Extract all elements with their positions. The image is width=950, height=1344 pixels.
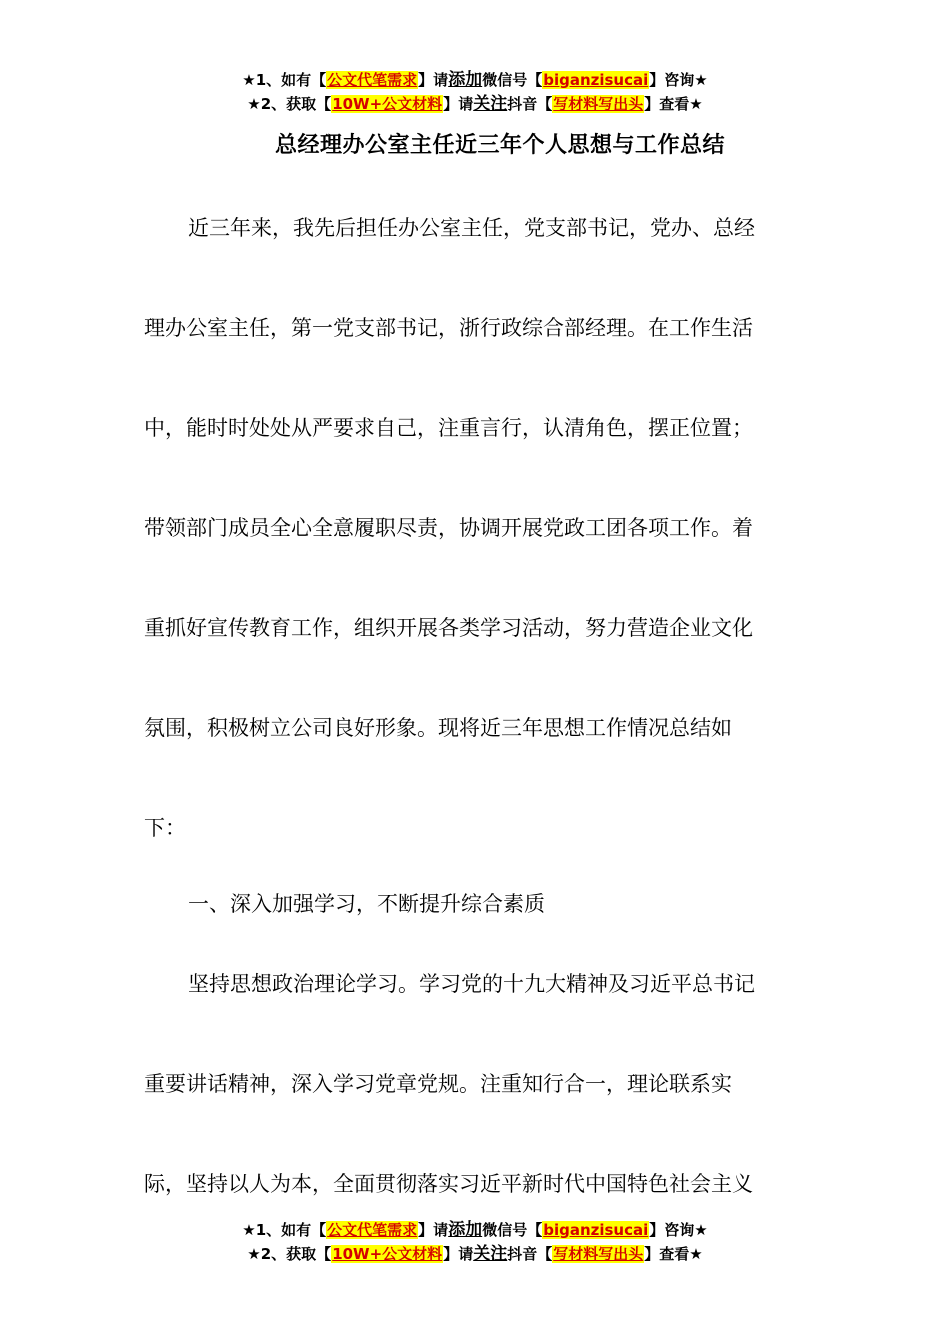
banner-text: 】请: [418, 71, 449, 89]
banner-emphasis: 添加: [448, 70, 483, 90]
banner-emphasis: 添加: [448, 1220, 483, 1240]
document-title: 总经理办公室主任近三年个人思想与工作总结: [274, 133, 725, 158]
banner-text: ★2、获取【: [247, 1245, 332, 1263]
banner-text: 】咨询★: [649, 1221, 708, 1239]
banner-line-1: [0, 1218, 950, 1242]
paragraph-line: 坚持思想政治理论学习。学习党的十九大精神及习近平总书记: [188, 972, 755, 996]
paragraph-line: 氛围，积极树立公司良好形象。现将近三年思想工作情况总结如: [144, 716, 732, 740]
banner-text: ★2、获取【: [247, 95, 332, 113]
banner-text: 】请: [443, 95, 474, 113]
paragraph-line: 近三年来，我先后担任办公室主任，党支部书记，党办、总经: [188, 216, 755, 240]
bottom-banner: [0, 1218, 950, 1266]
banner-text: 微信号【: [482, 71, 543, 89]
paragraph-line: 带领部门成员全心全意履职尽责，协调开展党政工团各项工作。着: [144, 516, 753, 540]
banner-text: ★1、如有【: [242, 1221, 327, 1239]
banner-text: ★1、如有【: [242, 71, 327, 89]
banner-text: 】请: [418, 1221, 449, 1239]
banner-line-2: [0, 1242, 950, 1266]
banner-highlight: 10W+公文材料: [332, 1245, 443, 1263]
banner-text: 】请: [443, 1245, 474, 1263]
section-heading: 一、深入加强学习，不断提升综合素质: [188, 892, 545, 916]
banner-emphasis: 关注: [473, 1244, 508, 1264]
paragraph-line: 下：: [144, 816, 186, 840]
banner-highlight: 公文代笔需求: [327, 1221, 418, 1239]
banner-line-1: [0, 68, 950, 92]
intro-paragraph: [144, 214, 794, 914]
banner-text: 】查看★: [644, 1245, 703, 1263]
paragraph-line: 重抓好宣传教育工作，组织开展各类学习活动，努力营造企业文化: [144, 616, 753, 640]
banner-highlight: 写材料写出头: [553, 95, 644, 113]
paragraph-line: 际，坚持以人为本，全面贯彻落实习近平新时代中国特色社会主义: [144, 1172, 753, 1196]
paragraph-line: 理办公室主任，第一党支部书记，浙行政综合部经理。在工作生活: [144, 316, 753, 340]
banner-highlight: 公文代笔需求: [327, 71, 418, 89]
top-banner: [0, 68, 950, 116]
paragraph-line: 中，能时时处处从严要求自己，注重言行，认清角色，摆正位置；: [144, 416, 753, 440]
banner-highlight: 10W+公文材料: [332, 95, 443, 113]
banner-highlight: biganzisucai: [543, 71, 649, 89]
banner-text: 】咨询★: [649, 71, 708, 89]
banner-line-2: [0, 92, 950, 116]
banner-text: 抖音【: [507, 1245, 553, 1263]
banner-highlight: 写材料写出头: [553, 1245, 644, 1263]
banner-text: 抖音【: [507, 95, 553, 113]
banner-highlight: biganzisucai: [543, 1221, 649, 1239]
banner-text: 微信号【: [482, 1221, 543, 1239]
banner-text: 】查看★: [644, 95, 703, 113]
banner-emphasis: 关注: [473, 94, 508, 114]
paragraph-line: 重要讲话精神，深入学习党章党规。注重知行合一，理论联系实: [144, 1072, 732, 1096]
